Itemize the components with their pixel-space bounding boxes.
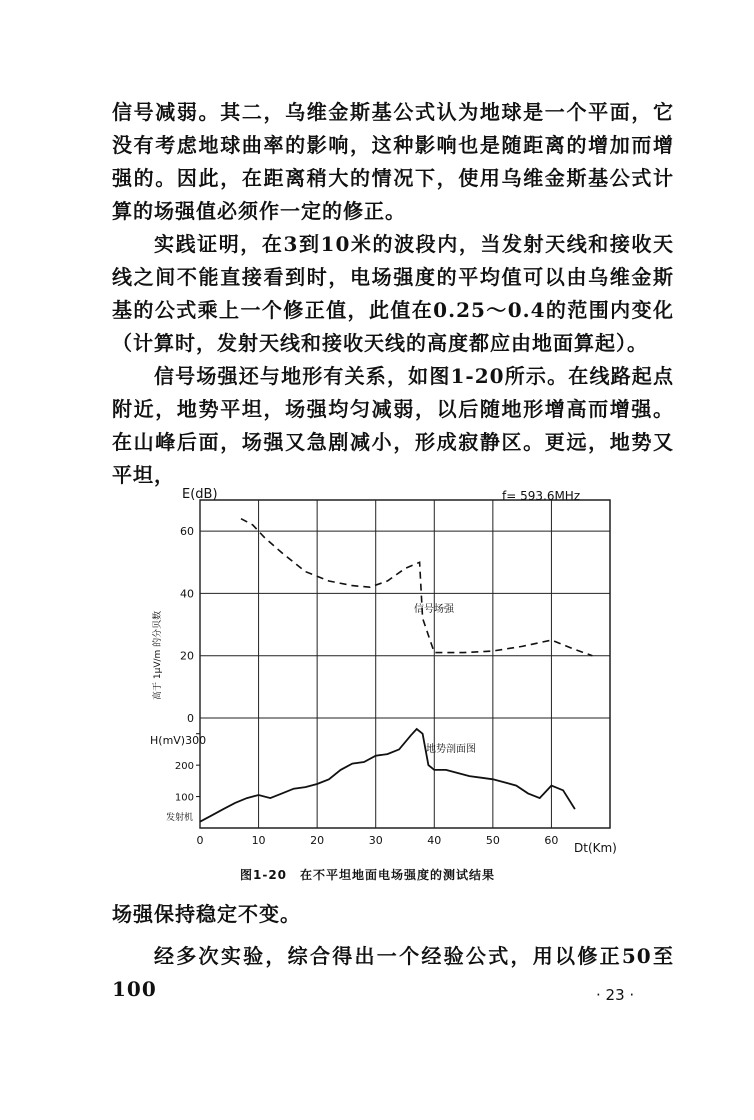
x-tick-label: 20 xyxy=(310,834,325,847)
y-tick-label-top: 0 xyxy=(187,712,194,725)
y-tick-label-bottom: 100 xyxy=(174,792,194,804)
paragraph-2: 实践证明，在3到10米的波段内，当发射天线和接收天线之间不能直接看到时，电场强度的平均值可以由乌维金斯基的公式乘上一个修正值，此值在0.25～0.4的范围内变化（计算时，发射天线和接收天线的高度都应由地面算起）。 xyxy=(112,232,674,355)
y-axis-side-label: 高于 1μV/m 的分贝数 xyxy=(153,610,163,700)
paragraph-1: 信号减弱。其二，乌维金斯基公式认为地球是一个平面，它没有考虑地球曲率的影响，这种影响也是随距离的增加而增强的。因此，在距离稍大的情况下，使用乌维金斯基公式计算的场强值必须作一定的修正。 xyxy=(112,100,674,223)
signal-strength-line xyxy=(241,519,592,656)
y-axis-bottom-label: H(mV)300 xyxy=(150,734,207,747)
terrain-profile-line xyxy=(200,729,575,822)
x-tick-label: 10 xyxy=(251,834,266,847)
x-tick-label: 0 xyxy=(196,834,204,847)
page-number: · 23 · xyxy=(596,986,635,1004)
y-tick-label-bottom: 200 xyxy=(174,761,194,773)
transmitter-label: 发射机 xyxy=(166,813,194,823)
signal-series-label: 信号场强 xyxy=(414,604,454,615)
x-tick-label: 60 xyxy=(544,834,559,847)
plot-frame xyxy=(200,500,610,828)
paragraph-3: 信号场强还与地形有关系，如图1-20所示。在线路起点附近，地势平坦，场强均匀减弱，以后随地形增高而增强。在山峰后面，场强又急剧减小，形成寂静区。更远，地势又平坦， xyxy=(112,364,674,487)
frequency-label: f= 593.6MHz xyxy=(502,489,581,503)
y-tick-label-top: 60 xyxy=(180,525,194,539)
x-tick-label: 40 xyxy=(427,834,442,847)
y-axis-top-label: E(dB) xyxy=(182,487,218,502)
figure-chart xyxy=(150,480,620,860)
figure-caption: 图1-20 在不平坦地面电场强度的测试结果 xyxy=(240,868,496,882)
chart-ticks xyxy=(175,525,559,847)
paragraph-5: 经多次实验，综合得出一个经验公式，用以修正50至100 xyxy=(112,944,674,1001)
x-tick-label: 50 xyxy=(485,834,500,847)
x-axis-label: Dt(Km) xyxy=(574,841,617,855)
y-tick-label-top: 40 xyxy=(180,587,194,601)
paragraph-4: 场强保持稳定不变。 xyxy=(112,902,301,926)
y-tick-label-top: 20 xyxy=(180,649,194,663)
x-tick-label: 30 xyxy=(368,834,383,847)
terrain-series-label: 地势剖面图 xyxy=(426,744,476,755)
chart-grid xyxy=(196,500,610,828)
